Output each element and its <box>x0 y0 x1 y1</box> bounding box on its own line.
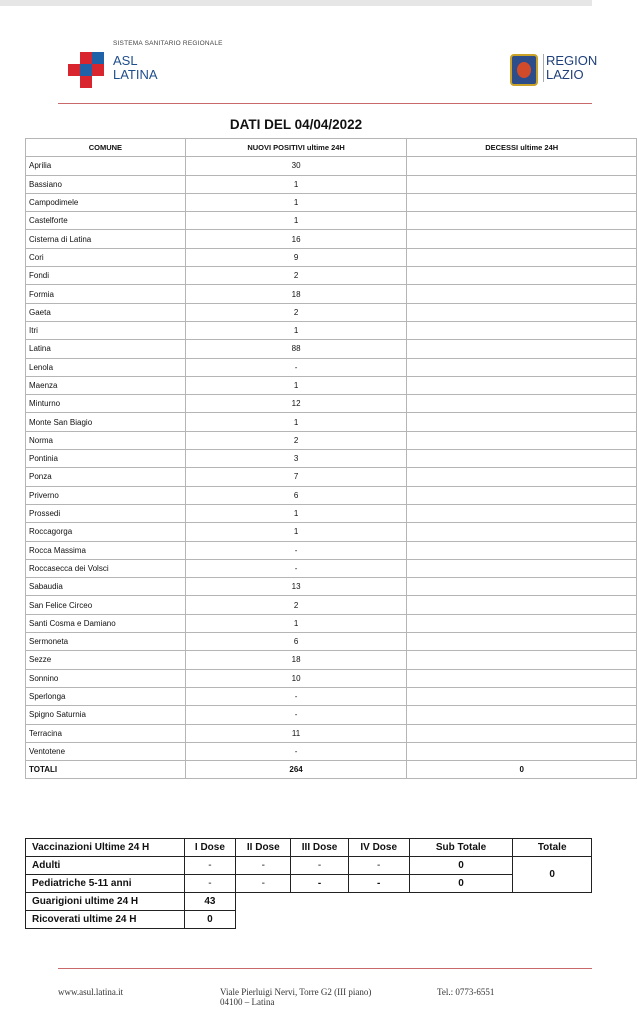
cell-decessi <box>407 340 637 358</box>
cell-positivi: 1 <box>185 321 407 339</box>
table-row <box>26 230 637 248</box>
comuni-table <box>25 138 637 779</box>
totals-label: TOTALI <box>26 761 186 779</box>
cell-positivi: 3 <box>185 450 407 468</box>
cell-comune: Bassiano <box>26 175 186 193</box>
table-row <box>26 486 637 504</box>
cell-decessi <box>407 267 637 285</box>
asl-name-line1: ASL <box>113 53 138 68</box>
cell-comune: Campodimele <box>26 193 186 211</box>
cell-positivi: 1 <box>185 212 407 230</box>
cell-positivi: 1 <box>185 376 407 394</box>
cell-positivi: 30 <box>185 157 407 175</box>
table-row <box>26 321 637 339</box>
cell-comune: Sabaudia <box>26 578 186 596</box>
cell-decessi <box>407 468 637 486</box>
pediatriche-dose2: - <box>236 875 291 893</box>
table-row <box>26 706 637 724</box>
cell-comune: Fondi <box>26 267 186 285</box>
pediatriche-label: Pediatriche 5-11 anni <box>26 875 185 893</box>
cell-decessi <box>407 376 637 394</box>
cell-positivi: - <box>185 358 407 376</box>
cell-positivi: 16 <box>185 230 407 248</box>
guarigioni-row <box>26 893 592 911</box>
cell-positivi: 1 <box>185 614 407 632</box>
asl-subtitle: SISTEMA SANITARIO REGIONALE <box>113 40 223 47</box>
vax-header-subtotale: Sub Totale <box>409 839 513 857</box>
table-row <box>26 504 637 522</box>
cell-comune: Sezze <box>26 651 186 669</box>
cell-decessi <box>407 431 637 449</box>
cell-decessi <box>407 248 637 266</box>
cell-positivi: 10 <box>185 669 407 687</box>
vax-row-pediatriche <box>26 875 592 893</box>
cell-decessi <box>407 285 637 303</box>
table-row <box>26 395 637 413</box>
cell-comune: San Felice Circeo <box>26 596 186 614</box>
cell-positivi: 18 <box>185 285 407 303</box>
cell-comune: Castelforte <box>26 212 186 230</box>
cell-comune: Cisterna di Latina <box>26 230 186 248</box>
table-row <box>26 358 637 376</box>
cell-positivi: 18 <box>185 651 407 669</box>
table-row <box>26 523 637 541</box>
cell-comune: Aprilia <box>26 157 186 175</box>
header-divider <box>58 103 592 104</box>
cell-decessi <box>407 413 637 431</box>
regione-name-line1: REGION <box>546 53 598 68</box>
ricoverati-value: 0 <box>184 911 235 929</box>
cell-comune: Ponza <box>26 468 186 486</box>
cell-positivi: - <box>185 559 407 577</box>
pediatriche-dose4: - <box>348 875 409 893</box>
adulti-dose2: - <box>236 857 291 875</box>
table-row <box>26 212 637 230</box>
cell-decessi <box>407 724 637 742</box>
footer-divider <box>58 968 592 969</box>
cell-decessi <box>407 395 637 413</box>
table-row <box>26 687 637 705</box>
table-row <box>26 157 637 175</box>
totals-decessi: 0 <box>407 761 637 779</box>
footer-address-line1: Viale Pierluigi Nervi, Torre G2 (III piano) <box>220 987 372 997</box>
cell-comune: Latina <box>26 340 186 358</box>
cell-decessi <box>407 450 637 468</box>
cell-positivi: 2 <box>185 596 407 614</box>
table-row <box>26 468 637 486</box>
cell-decessi <box>407 541 637 559</box>
page-title: DATI DEL 04/04/2022 <box>229 117 363 132</box>
table-row <box>26 303 637 321</box>
adulti-subtotale: 0 <box>409 857 513 875</box>
cell-positivi: 6 <box>185 633 407 651</box>
cell-positivi: - <box>185 742 407 760</box>
vax-header-totale: Totale <box>513 839 592 857</box>
cell-positivi: - <box>185 541 407 559</box>
cell-decessi <box>407 193 637 211</box>
pediatriche-dose1: - <box>184 875 235 893</box>
cell-comune: Sperlonga <box>26 687 186 705</box>
table-row <box>26 669 637 687</box>
adulti-label: Adulti <box>26 857 185 875</box>
cell-comune: Prossedi <box>26 504 186 522</box>
cell-decessi <box>407 596 637 614</box>
footer-address-line2: 04100 – Latina <box>220 997 275 1007</box>
totals-positivi: 264 <box>185 761 407 779</box>
cell-positivi: 1 <box>185 504 407 522</box>
top-bar <box>0 0 592 6</box>
cell-positivi: 11 <box>185 724 407 742</box>
header-comune: COMUNE <box>26 139 186 157</box>
adulti-dose1: - <box>184 857 235 875</box>
cell-comune: Santi Cosma e Damiano <box>26 614 186 632</box>
table-row <box>26 193 637 211</box>
vax-header-dose2: II Dose <box>236 839 291 857</box>
cell-positivi: 1 <box>185 413 407 431</box>
cell-decessi <box>407 358 637 376</box>
pediatriche-subtotale: 0 <box>409 875 513 893</box>
cell-decessi <box>407 321 637 339</box>
cell-comune: Lenola <box>26 358 186 376</box>
cell-positivi: 2 <box>185 431 407 449</box>
cell-decessi <box>407 157 637 175</box>
cell-decessi <box>407 504 637 522</box>
cell-decessi <box>407 523 637 541</box>
cell-comune: Ventotene <box>26 742 186 760</box>
cell-decessi <box>407 486 637 504</box>
vax-row-adulti <box>26 857 592 875</box>
cell-decessi <box>407 230 637 248</box>
table-row <box>26 614 637 632</box>
cell-decessi <box>407 303 637 321</box>
header-positivi: NUOVI POSITIVI ultime 24H <box>185 139 407 157</box>
vax-header-title: Vaccinazioni Ultime 24 H <box>26 839 185 857</box>
table-row <box>26 376 637 394</box>
table-row <box>26 450 637 468</box>
cell-comune: Maenza <box>26 376 186 394</box>
table-row <box>26 724 637 742</box>
table-row <box>26 413 637 431</box>
cell-comune: Monte San Biagio <box>26 413 186 431</box>
regione-name-line2: LAZIO <box>546 67 584 82</box>
cell-comune: Formia <box>26 285 186 303</box>
cell-decessi <box>407 706 637 724</box>
header-decessi: DECESSI ultime 24H <box>407 139 637 157</box>
regione-emblem-icon <box>510 54 538 86</box>
cell-decessi <box>407 578 637 596</box>
cell-comune: Roccasecca dei Volsci <box>26 559 186 577</box>
cell-decessi <box>407 212 637 230</box>
cell-comune: Spigno Saturnia <box>26 706 186 724</box>
cell-comune: Sonnino <box>26 669 186 687</box>
footer-address <box>220 987 371 1007</box>
cell-positivi: 1 <box>185 175 407 193</box>
table-row <box>26 431 637 449</box>
cell-decessi <box>407 742 637 760</box>
cell-positivi: 7 <box>185 468 407 486</box>
pediatriche-dose3: - <box>291 875 348 893</box>
cell-decessi <box>407 614 637 632</box>
cell-positivi: - <box>185 706 407 724</box>
table-row <box>26 596 637 614</box>
regione-name <box>543 54 597 82</box>
table-row <box>26 285 637 303</box>
vax-header-dose3: III Dose <box>291 839 348 857</box>
asl-cross-icon <box>68 52 104 88</box>
cell-positivi: 6 <box>185 486 407 504</box>
ricoverati-label: Ricoverati ultime 24 H <box>26 911 185 929</box>
cell-positivi: 13 <box>185 578 407 596</box>
ricoverati-row <box>26 911 592 929</box>
cell-comune: Rocca Massima <box>26 541 186 559</box>
cell-decessi <box>407 175 637 193</box>
cell-comune: Pontinia <box>26 450 186 468</box>
cell-positivi: 12 <box>185 395 407 413</box>
adulti-dose3: - <box>291 857 348 875</box>
regione-lazio-logo <box>510 52 600 92</box>
table-row <box>26 651 637 669</box>
asl-latina-logo <box>68 40 268 92</box>
vaccinazioni-table <box>25 838 592 929</box>
guarigioni-label: Guarigioni ultime 24 H <box>26 893 185 911</box>
adulti-dose4: - <box>348 857 409 875</box>
cell-comune: Priverno <box>26 486 186 504</box>
footer-website[interactable]: www.asul.latina.it <box>58 987 124 997</box>
table-row <box>26 267 637 285</box>
table-row <box>26 578 637 596</box>
cell-comune: Itri <box>26 321 186 339</box>
vax-totale: 0 <box>513 857 592 893</box>
table-row <box>26 541 637 559</box>
cell-comune: Minturno <box>26 395 186 413</box>
cell-comune: Roccagorga <box>26 523 186 541</box>
cell-comune: Norma <box>26 431 186 449</box>
cell-positivi: 2 <box>185 303 407 321</box>
cell-decessi <box>407 633 637 651</box>
table-row <box>26 633 637 651</box>
cell-positivi: - <box>185 687 407 705</box>
cell-decessi <box>407 687 637 705</box>
cell-positivi: 88 <box>185 340 407 358</box>
cell-comune: Cori <box>26 248 186 266</box>
footer-phone: Tel.: 0773-6551 <box>437 987 495 997</box>
table-header-row <box>26 139 637 157</box>
cell-positivi: 1 <box>185 523 407 541</box>
cell-positivi: 2 <box>185 267 407 285</box>
cell-comune: Terracina <box>26 724 186 742</box>
table-row <box>26 742 637 760</box>
asl-name <box>113 54 158 82</box>
asl-name-line2: LATINA <box>113 67 158 82</box>
guarigioni-value: 43 <box>184 893 235 911</box>
table-row <box>26 175 637 193</box>
cell-decessi <box>407 559 637 577</box>
totals-row <box>26 761 637 779</box>
cell-positivi: 1 <box>185 193 407 211</box>
table-row <box>26 559 637 577</box>
table-row <box>26 248 637 266</box>
vax-header-dose4: IV Dose <box>348 839 409 857</box>
cell-decessi <box>407 669 637 687</box>
table-row <box>26 340 637 358</box>
cell-comune: Gaeta <box>26 303 186 321</box>
cell-positivi: 9 <box>185 248 407 266</box>
vax-header-row <box>26 839 592 857</box>
vax-header-dose1: I Dose <box>184 839 235 857</box>
cell-decessi <box>407 651 637 669</box>
cell-comune: Sermoneta <box>26 633 186 651</box>
